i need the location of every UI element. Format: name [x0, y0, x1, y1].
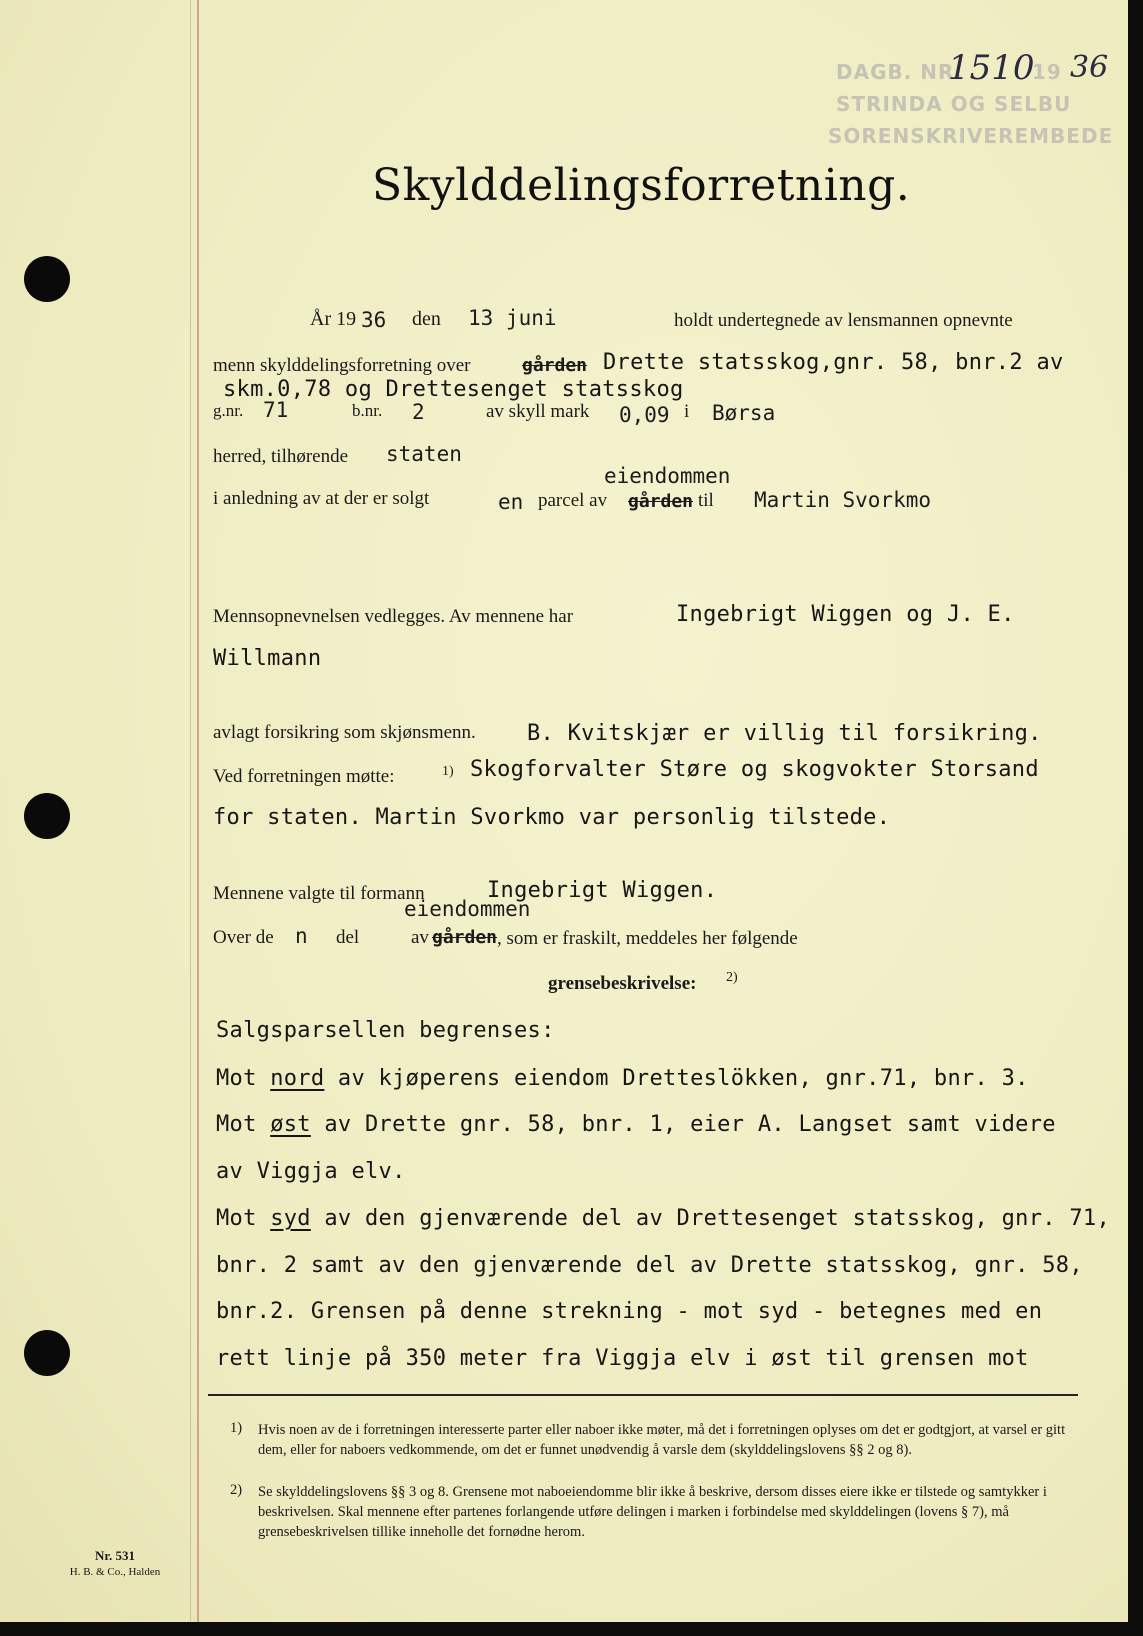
boundary-direction-label: Mot	[216, 1206, 271, 1231]
attendance-line-2: for staten. Martin Svorkmo var personlig tilstede.	[213, 805, 891, 830]
stamp-label: DAGB. NR.	[836, 60, 964, 84]
gnr-value: 71	[263, 398, 289, 422]
parcel-text: parcel av	[538, 490, 608, 511]
bnr-value: 2	[412, 400, 425, 424]
boundary-line-1: Salgsparsellen begrenses:	[216, 1018, 555, 1043]
appraisers-line-1: Ingebrigt Wiggen og J. E.	[676, 602, 1015, 627]
chairman-label: Mennene valgte til formann	[213, 883, 425, 904]
stamp-journal-number: 1510	[948, 48, 1035, 88]
boundary-direction-east: øst	[270, 1112, 311, 1137]
municipality-value: Børsa	[712, 401, 776, 425]
bnr-label: b.nr.	[352, 401, 383, 420]
attendance-line-1: Skogforvalter Støre og skogvokter Storsand	[470, 757, 1039, 782]
buyer-value: Martin Svorkmo	[754, 488, 932, 512]
boundary-line-6: bnr. 2 samt av den gjenværende del av Drette statsskog, gnr. 58,	[216, 1253, 1083, 1278]
property-line-1: Drette statsskog,gnr. 58, bnr.2 av	[603, 350, 1064, 375]
date-label: den	[412, 308, 441, 330]
boundary-heading: grensebeskrivelse:	[548, 973, 697, 994]
boundary-direction-label: Mot	[216, 1066, 271, 1091]
boundary-line-2	[216, 1066, 1029, 1091]
part-av-label: av	[411, 927, 429, 948]
footnote-1-number: 1)	[230, 1420, 243, 1436]
owner-value: staten	[386, 442, 462, 466]
boundary-direction-south: syd	[270, 1206, 311, 1231]
struck-word-farm: gården	[522, 355, 588, 376]
boundary-footnote-ref: 2)	[726, 970, 738, 985]
footnote-2-text: Se skylddelingslovens §§ 3 og 8. Grensene mot naboeiendomme blir ikke å beskrive, dersom disses eiere ikke er tilstede og samtykker i beskrivelsen. Skal mennene efter partenes forlangende utføre delingen i marken i forbindelse med skylddelingen (lovens § 7), må grensebeskrivelsen tillike inneholle det fornødne herom.	[258, 1484, 1047, 1540]
punch-hole-middle	[24, 793, 70, 839]
boundary-line-5-text: av den gjenværende del av Drettesenget statsskog, gnr. 71,	[310, 1206, 1110, 1231]
attendance-footnote-ref: 1)	[442, 764, 454, 779]
boundary-direction-north: nord	[270, 1066, 325, 1091]
footnote-2-number: 2)	[230, 1482, 243, 1498]
municipality-i-label: i	[684, 401, 690, 422]
boundary-line-2-text: av kjøperens eiendom Dretteslökken, gnr.71, bnr. 3.	[324, 1066, 1029, 1091]
property-line-2: skm.0,78 og Drettesenget statsskog	[223, 377, 684, 402]
part-over-label: Over de	[213, 927, 274, 948]
struck-word-farm-2: gården	[628, 491, 694, 512]
punch-hole-top	[24, 256, 70, 302]
attendance-label: Ved forretningen møtte:	[213, 766, 395, 787]
appointment-text: Mennsopnevnelsen vedlegges. Av mennene har	[213, 606, 574, 627]
date-value: 13 juni	[468, 306, 557, 330]
margin-line-grey	[190, 0, 191, 1622]
chairman-value: Ingebrigt Wiggen.	[487, 878, 718, 903]
footnote-rule	[208, 1394, 1078, 1396]
skyld-value: 0,09	[619, 403, 670, 427]
margin-line-red	[197, 0, 199, 1622]
men-text: menn skylddelingsforretning over	[213, 355, 471, 376]
punch-hole-bottom	[24, 1330, 70, 1376]
owner-label: herred, tilhørende	[213, 446, 349, 467]
struck-word-farm-3: gården	[432, 927, 498, 948]
boundary-line-3-text: av Drette gnr. 58, bnr. 1, eier A. Langset samt videre	[310, 1112, 1056, 1137]
part-rest-text: , som er fraskilt, meddeles her følgende	[497, 928, 798, 949]
sold-value: en	[498, 490, 524, 514]
form-number: Nr. 531	[95, 1548, 135, 1563]
part-label: del	[336, 927, 360, 948]
to-label: til	[698, 490, 714, 511]
form-printer: H. B. & Co., Halden	[69, 1566, 161, 1578]
oath-label: avlagt forsikring som skjønsmenn.	[213, 722, 476, 743]
oath-value: B. Kvitskjær er villig til forsikring.	[527, 721, 1042, 746]
boundary-line-8: rett linje på 350 meter fra Viggja elv i øst til grensen mot	[216, 1346, 1029, 1371]
skyld-label: av skyll mark	[486, 401, 590, 422]
boundary-direction-label: Mot	[216, 1112, 271, 1137]
year-value: 36	[361, 308, 387, 332]
stamp-court-name: STRINDA OG SELBU	[836, 92, 1072, 116]
stamp-year-prefix: 19	[1032, 60, 1062, 84]
boundary-line-5	[216, 1206, 1110, 1231]
appraisers-line-2: Willmann	[213, 646, 322, 671]
footnote-1-text: Hvis noen av de i forretningen interesserte parter eller naboer ikke møter, må det i forretningen oplyses om det er godtgjort, at varsel er gitt dem, eller for naboers vedkommende, om det er funnet unødvendig å varsle dem (skylddelingslovens §§ 2 og 8).	[258, 1422, 1066, 1458]
year-label: År 19	[310, 308, 357, 330]
inserted-word-property-2: eiendommen	[404, 897, 531, 921]
part-over-value: n	[295, 924, 308, 948]
boundary-line-7: bnr.2. Grensen på denne strekning - mot syd - betegnes med en	[216, 1299, 1043, 1324]
gnr-label: g.nr.	[213, 401, 244, 420]
stamp-year-hand: 36	[1070, 50, 1109, 85]
page-title: Skylddelingsforretning.	[372, 160, 911, 211]
boundary-line-4: av Viggja elv.	[216, 1159, 406, 1184]
held-text: holdt undertegnede av lensmannen opnevnte	[674, 310, 1013, 331]
boundary-line-3	[216, 1112, 1056, 1137]
occasion-text: i anledning av at der er solgt	[213, 488, 430, 509]
inserted-word-property: eiendommen	[604, 464, 731, 488]
stamp-office: SORENSKRIVEREMBEDE	[828, 124, 1114, 148]
